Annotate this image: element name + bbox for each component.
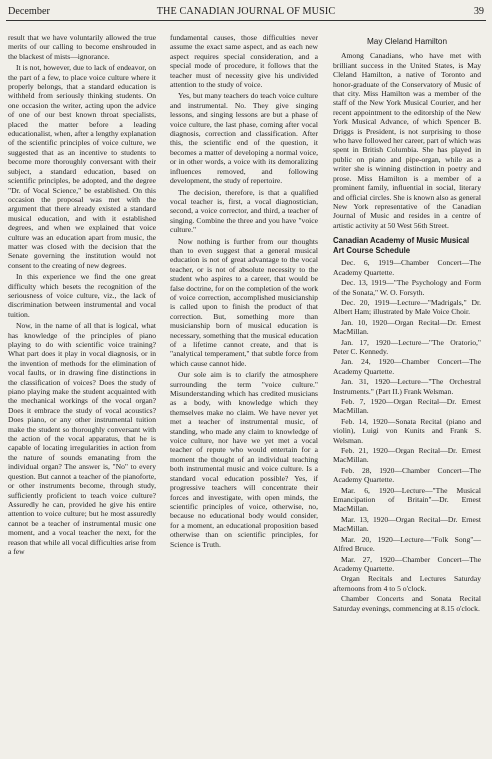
paragraph: Our sole aim is to clarify the atmosphere surrounding the term "voice culture." Misunderstanding which has credited musicians as a body, with knowledge which they themselves make no claim. We have never yet met a teacher of instrumental music, of standing, who made any claim to knowledge of voice culture, nor have we yet met a vocal teacher of repute who would entertain for a moment the thought of an individual teaching both instrumental music and voice culture. Is a standard vocal education possible? Yes, if progressive teachers will concentrate their forces and investigate, with open minds, the scientific principles of voice, otherwise, no, because no educational body would consider, for a moment, an educational proposition based otherwise than on scientific principles, for Science is Truth. [170,370,318,549]
schedule-item: Mar. 6, 1920—Lecture—"The Musical Emancipation of Britain"—Dr. Ernest MacMillan. [333,485,481,514]
schedule-item: Dec. 20, 1919—Lecture—"Madrigals," Dr. Albert Ham; illustrated by Male Voice Choir. [333,297,481,317]
column-2 [170,33,318,551]
schedule-item: Feb. 21, 1920—Organ Recital—Dr. Ernest MacMillan. [333,446,481,465]
paragraph: The decision, therefore, is that a qualified vocal teacher is, first, a vocal diagnostician, second, a voice corrector, and third, a teacher of singing. Combine the three and you have "voice culture." [170,187,318,235]
paragraph: fundamental causes, those difficulties never assume the exact same aspect, and as each new aspect requires special consideration, and a special mode of procedure, it follows that the teacher must of necessity give his undivided attention to the study of voice. [170,33,318,90]
paragraph: In this experience we find the one great difficulty which besets the recognition of the seriousness of voice culture, viz., the lack of discrimination between instrumental and vocal tuition. [8,272,156,319]
paragraph: It is not, however, due to lack of endeavor, on the part of a few, to place voice culture where it properly belongs, that a standard education is withheld from seriously thinking students. On one occasion the writer, acting upon the advice of one of our best known throat specialists, placed the matter before a leading educationalist, when, after a lengthy explanation of the scientific principles of voice culture, we suggested that as an incentive to students to become more thoroughly conversant with their subject, a standard education, based on scientific principles, be adopted, and the degree "Dr. of Vocal Science," be established. On this occasion the proposal was met with the argument that there already existed a standard musical education, and with it established degrees, and when we explained that voice culture was an education apart from music, the matter was closed with the decision that the Senate governing the institution would not consent to the creating of new degrees. [8,63,156,270]
paragraph: result that we have voluntarily allowed the true merits of our calling to become enshrouded in the blackest of mists—ignorance. [8,33,156,61]
running-header [8,5,484,19]
schedule-item: Mar. 13, 1920—Organ Recital—Dr. Ernest MacMillan. [333,514,481,534]
paragraph: Among Canadians, who have met with brilliant success in the United States, is May Cleland Hamilton, a native of Toronto and honor-graduate of the Conservatory of Music of that city. Miss Hamilton was a member of the staff of the New York Musical Courier, and her recent appointment to the editorship of the New York Musical Advance, of which Spencer B. Driggs is President, is not surprising to those who have followed her career, part of which was spent in British Columbia. She has played in public on piano and pipe-organ, while as a writer she is winning distinction in poetry and prose. Miss Hamilton is a member of a prominent family, influential in social, literary and official circles. She is known also as general New York representative of the Canadian Journal of Music and resides in a centre of artistic activity at 50 West 56th Street. [333,51,481,230]
paragraph: Now, in the name of all that is logical, what has knowledge of the principles of piano playing to do with scientific voice training? What part does it play in vocal diagnosis, or in the invention of methods for the elimination of vocal faults, or in drawing fine distinctions in the classification of voices? Does the study of piano playing make the student acquainted with the mechanical workings of the vocal organ? Does it embrace the study of vocal acoustics? Does piano, or any other instrumental tuition make the student so thoroughly conversant with the action of the vocal apparatus, that he is capable of locating irregularities in action from the nature of sounds emanating from the individual organ? The answer is, "No" to every question. But cannot a teacher of the pianoforte, or other instruments become, through study, sufficiently proficient to teach voice culture? Assuredly he can, provided he give his entire attention to voice culture; but he most assuredly cannot be a teacher of instrumental music one moment, and a vocal teacher the next, for the reason that while all vocal difficulties arise from a few [8,321,156,556]
schedule-heading: Canadian Academy of Music Musical Art Course Schedule [333,236,470,255]
schedule-item: Dec. 13, 1919—"The Psychology and Form of the Sonata," W. O. Forsyth. [333,278,481,297]
article-heading: May Cleland Hamilton [366,37,448,46]
schedule-item: Feb. 7, 1920—Organ Recital—Dr. Ernest MacMillan. [333,397,481,416]
schedule-item: Feb. 14, 1920—Sonata Recital (piano and violin), Luigi von Kunits and Frank S. Welsman. [333,416,481,445]
paragraph: Yes, but many teachers do teach voice culture and instrumental. No. They give singing lessons, and singing lessons are but a phase of voice culture, the last phase, coming after vocal diagnosis, correction and classification. After this, the scientific end of the question, it becomes a matter of developing a normal voice, or in other words, a voice with its demoralizing influences removed, and following development, the study of repertoire. [170,91,318,186]
journal-title: THE CANADIAN JOURNAL OF MUSIC [156,6,336,17]
column-1 [8,33,156,558]
schedule-item: Jan. 10, 1920—Organ Recital—Dr. Ernest MacMillan. [333,317,481,337]
column-3 [333,33,481,614]
header-rule [6,20,486,21]
schedule-item: Dec. 6, 1919—Chamber Concert—The Academy Quartette. [333,258,481,277]
schedule-item: Feb. 28, 1920—Chamber Concert—The Academy Quartette. [333,465,481,485]
page-number: 39 [473,6,484,17]
schedule-item: Mar. 27, 1920—Chamber Concert—The Academy Quartette. [333,554,481,573]
schedule-item: Jan. 17, 1920—Lecture—"The Oratorio," Peter C. Kennedy. [333,337,481,356]
paragraph: Now nothing is further from our thoughts than to even suggest that a general musical education is not of great advantage to the vocal teacher, or is not of absolute necessity to the student who aspires to a career, that would be false doctrine, for on the completion of the work of voice correction, accomplished musicianship is called upon to finish the product of that correction. But, something more than musicianship born of musical education is necessary, something that the musical education of a lifetime cannot create, and that is "analytical temperament," that subtle force from which cause cannot hide. [170,236,318,368]
header-month: December [8,6,50,17]
schedule-item: Jan. 31, 1920—Lecture—"The Orchestral Instruments." (Part II.) Frank Welsman. [333,377,481,396]
schedule-item: Organ Recitals and Lectures Saturday afternoons from 4 to 5 o'clock. [333,574,481,593]
schedule-list [333,258,481,613]
schedule-item: Mar. 20, 1920—Lecture—"Folk Song"—Alfred Bruce. [333,534,481,554]
schedule-item: Chamber Concerts and Sonata Recital Saturday evenings, commencing at 8.15 o'clock. [333,594,481,613]
schedule-item: Jan. 24, 1920—Chamber Concert—The Academy Quartette. [333,357,481,376]
